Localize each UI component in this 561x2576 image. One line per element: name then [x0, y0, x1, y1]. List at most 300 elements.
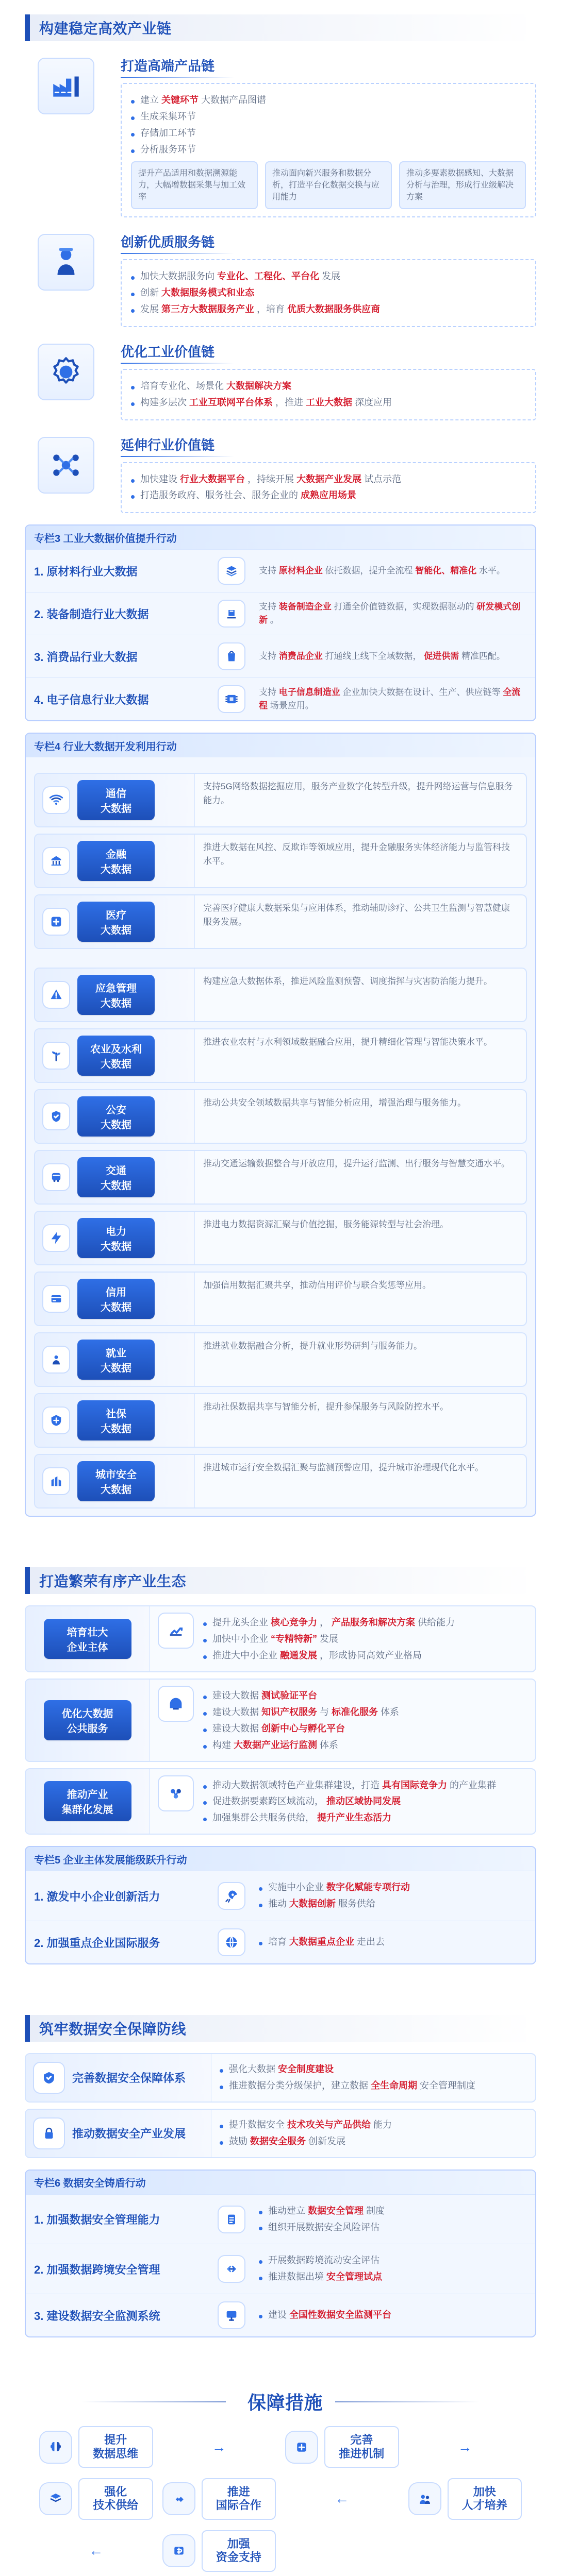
s1-special-table	[25, 524, 536, 721]
bullet-hl: 全生命周期	[371, 2080, 418, 2091]
s3-left	[26, 2054, 211, 2102]
bullet-post: 制度	[366, 2205, 385, 2216]
s1-block-service-chain	[25, 229, 536, 327]
bullet-hl2: 标准化服务	[332, 1706, 378, 1717]
social-security-icon	[42, 1406, 70, 1434]
s2-special-icon-col	[213, 1882, 250, 1910]
special-row-right	[259, 564, 527, 578]
industries-table	[25, 733, 536, 1517]
industry-text: 支持5G网络数据挖掘应用，服务产业数字化转型升级，提升网络运营与信息服务能力。	[203, 782, 513, 805]
s2-card-list	[25, 1605, 536, 1835]
bullet-post: 体系	[320, 1739, 339, 1750]
flow-label: 提升 数据思维	[78, 2426, 153, 2468]
bullet-pre: 加快建设	[140, 473, 177, 484]
s2-special-bullets	[259, 1935, 527, 1950]
industry-left	[35, 774, 195, 826]
arrow-icon: ←	[335, 2490, 350, 2507]
bullet-hl: 技术攻关与产品供给	[287, 2119, 371, 2130]
bullet-post: 安全管理制度	[420, 2080, 476, 2091]
chip: 提升产品适用和数据溯源能力，大幅增数据采集与加工效率	[131, 161, 258, 210]
bullet-post: 创新发展	[308, 2136, 346, 2146]
s3-special-icon-col	[213, 2301, 250, 2329]
special-row	[26, 677, 535, 720]
industry-left	[35, 1151, 195, 1204]
right-hl: 电子信息制造业	[278, 687, 340, 698]
s2-right	[150, 1680, 535, 1761]
bullet-hl: 数据安全服务	[250, 2136, 306, 2146]
arrow-icon: →	[211, 2438, 226, 2455]
bullet	[131, 379, 526, 394]
industries-wrap	[26, 757, 535, 1516]
right-post: 打通全价值链数据，实现数据驱动的	[334, 602, 474, 612]
bullet-hl: 工业互联网平台体系	[189, 397, 273, 408]
bullet-post2: 深度应用	[355, 397, 392, 408]
industry-left	[35, 1273, 195, 1325]
s3-items	[25, 2053, 536, 2158]
bullet-post: 发展	[322, 271, 341, 282]
bullet-pre: 开展数据跨境流动安全评估	[268, 2255, 380, 2266]
bullet-hl: 大数据重点企业	[289, 1937, 355, 1947]
bullet	[131, 286, 526, 300]
s3-special-right	[259, 2202, 527, 2237]
industry-text: 推动公共安全领域数据共享与智能分析应用，增强治理与服务能力。	[203, 1098, 466, 1108]
s2-special-row	[26, 1921, 535, 1963]
consumer-goods-icon	[218, 642, 245, 670]
employment-icon	[42, 1346, 70, 1374]
right-pre: 支持	[259, 566, 276, 576]
bullet-hl: 数字化赋能专项行动	[326, 1882, 410, 1893]
block-box	[121, 83, 536, 217]
section-title-center	[25, 2388, 536, 2415]
city-safety-icon	[42, 1467, 70, 1495]
bullet-hl: 具有国际竞争力	[382, 1780, 448, 1790]
special-table	[25, 524, 536, 721]
medical-icon	[42, 908, 70, 936]
finance-icon	[42, 847, 70, 875]
chip: 推动面向新兴服务和数据分析，打造平台化数据交换与应用能力	[265, 161, 392, 210]
bullet	[203, 1722, 399, 1736]
s2-bullets	[203, 1776, 496, 1828]
wifi-icon	[42, 786, 70, 814]
bullet	[259, 2221, 527, 2235]
section-title-text: 保障措施	[247, 2392, 323, 2413]
bullet	[131, 269, 526, 284]
industry-pill: 农业及水利 大数据	[77, 1036, 155, 1076]
industry-left	[35, 835, 195, 887]
network-icon	[38, 437, 94, 494]
bullet	[203, 1738, 399, 1753]
bullets	[131, 472, 526, 503]
s3-left	[26, 2110, 211, 2157]
bullet	[203, 1632, 455, 1647]
flow-item	[285, 2426, 399, 2468]
s3-special-header: 专栏6 数据安全铸盾行动	[26, 2171, 535, 2194]
bullet-hl: 关键环节	[161, 95, 199, 105]
flow-label: 加强 资金支持	[202, 2530, 276, 2572]
s2-special-row	[26, 1871, 535, 1921]
bullet	[131, 472, 526, 487]
special-row-icon-col	[213, 685, 250, 713]
industry-left	[35, 1090, 195, 1143]
special-row-right	[259, 600, 527, 628]
bullet	[259, 2204, 527, 2218]
supply-icon	[39, 2482, 72, 2515]
gear-icon	[38, 344, 94, 400]
right-hl2: 全流程	[259, 687, 521, 711]
bullet-hl: 创新中心与孵化平台	[261, 1723, 345, 1734]
s3-special-right	[259, 2306, 527, 2325]
flow-item	[162, 2478, 276, 2520]
bullet-pre: 推进数据分类分级保护，建立数据	[229, 2080, 368, 2091]
bullet	[220, 2134, 527, 2149]
bullets	[131, 379, 526, 410]
industry-pill: 医疗 大数据	[77, 902, 155, 942]
block-title: 延伸行业价值链	[121, 435, 536, 457]
bullet	[220, 2062, 527, 2077]
s3-special-icon-col	[213, 2206, 250, 2233]
s3-label: 完善数据安全保障体系	[72, 2072, 186, 2085]
s2-card	[25, 1605, 536, 1672]
arrow-icon: ←	[89, 2543, 104, 2559]
s2-left	[26, 1606, 150, 1671]
industry-text: 推动社保数据共享与智能分析，提升参保服务与风险防控水平。	[203, 1402, 449, 1412]
bullet	[131, 488, 526, 503]
brain-icon	[39, 2431, 72, 2464]
s1-block-content	[121, 53, 536, 217]
bullet	[131, 302, 526, 317]
audit-icon	[218, 2206, 245, 2233]
right-hl: 消费品企业	[278, 651, 323, 662]
page	[0, 14, 561, 2576]
bullet	[259, 1897, 527, 1911]
s1-block-content	[121, 338, 536, 420]
right-hl2: 智能化、精准化	[415, 566, 477, 576]
bullet-hl: 核心竞争力	[271, 1617, 318, 1628]
section-title	[25, 14, 536, 41]
right-post: 打通线上线下全域数据，	[325, 651, 422, 662]
industry-card	[34, 1332, 527, 1387]
bullet-hl: 安全管理试点	[326, 2272, 383, 2282]
right-hl2: 研发模式创新	[259, 602, 521, 625]
arrow-icon: →	[457, 2438, 472, 2455]
bullet	[203, 1705, 399, 1720]
materials-icon	[218, 557, 245, 585]
bullet	[259, 2308, 527, 2323]
block-title: 优化工业价值链	[121, 342, 536, 364]
s2-special-header: 专栏5 企业主体发展能级跃升行动	[26, 1847, 535, 1871]
industry-left	[35, 1029, 195, 1082]
s1-icon-col	[25, 338, 107, 400]
flow-label: 完善 推进机制	[324, 2426, 399, 2468]
s2-special-left: 1. 激发中小企业创新活力	[34, 1890, 160, 1903]
s2-special-table	[25, 1846, 536, 1964]
s2-special-left: 2. 加强重点企业国际服务	[34, 1936, 160, 1950]
bullet-hl: 大数据创新	[289, 1899, 336, 1909]
special-table-header: 专栏3 工业大数据价值提升行动	[26, 526, 535, 549]
s3-special-right	[259, 2251, 527, 2286]
industry-left	[35, 895, 195, 948]
s2-right	[150, 1606, 535, 1671]
bullet-post: 发展	[320, 1634, 339, 1645]
spacer	[0, 1517, 561, 1553]
s3-special-table	[25, 2170, 536, 2338]
bullet-post: 大数据产品图谱	[201, 95, 267, 105]
industry-left	[35, 969, 195, 1021]
bullet-hl: 大数据服务模式和业态	[161, 287, 255, 298]
bullet	[203, 1616, 455, 1630]
right-post: 依托数据，提升全流程	[325, 566, 413, 576]
bullet-hl: 成熟应用场景	[301, 490, 357, 501]
spacer	[34, 955, 527, 961]
s3-special-left: 2. 加强数据跨境安全管理	[34, 2263, 160, 2276]
spacer	[0, 2337, 561, 2374]
bullet	[220, 2079, 527, 2093]
bullet-pre: 建立	[140, 95, 159, 105]
industry-text: 加强信用数据汇聚共享，推动信用评价与联合奖惩等应用。	[203, 1280, 431, 1291]
industry-card	[34, 1211, 527, 1265]
flow-item	[408, 2478, 522, 2520]
chip: 推动多要素数据感知、大数据分析与治理，形成行业级解决方案	[399, 161, 526, 210]
s3-special-row	[26, 2194, 535, 2244]
money-icon	[162, 2534, 195, 2567]
section-title	[25, 2015, 536, 2042]
mechanism-icon	[285, 2431, 318, 2464]
s3-card	[25, 2109, 536, 2158]
transport-icon	[42, 1163, 70, 1191]
bullet-pre: 培育专业化、场景化	[140, 380, 224, 391]
power-icon	[42, 1224, 70, 1252]
bullet-pre: 存储加工环节	[140, 127, 196, 138]
industry-text: 推进就业数据融合分析，提升就业形势研判与服务能力。	[203, 1341, 422, 1351]
bullet-pre: 建设大数据	[212, 1723, 259, 1734]
s3-card-list	[25, 2053, 536, 2158]
industry-card	[34, 894, 527, 949]
cluster-icon	[158, 1775, 194, 1811]
bullet-pre: 加强集群公共服务供给，	[212, 1812, 315, 1823]
s1-block-sector-chain	[25, 432, 536, 514]
bullet-post: ，持续开展	[248, 473, 294, 484]
s3-special-left: 1. 加强数据安全管理能力	[34, 2213, 160, 2226]
bullet-pre: 生成采集环节	[140, 111, 196, 122]
bullets	[131, 269, 526, 317]
bullet-post: ，	[320, 1617, 329, 1628]
s3-label: 推动数据安全产业发展	[72, 2127, 186, 2141]
section-title-text: 筑牢数据安全保障防线	[39, 2021, 187, 2038]
industry-pill: 通信 大数据	[77, 780, 155, 820]
growth-icon	[158, 1613, 194, 1649]
bullet-pre: 推动	[268, 1899, 287, 1909]
industry-left	[35, 1394, 195, 1447]
factory-icon	[38, 58, 94, 114]
flow-item	[39, 2478, 153, 2520]
bullet-pre: 实施中小企业	[268, 1882, 324, 1893]
industry-card	[34, 1272, 527, 1326]
bullet-hl: 专业化、工程化、平台化	[217, 271, 320, 282]
bullet-pre: 强化大数据	[229, 2064, 275, 2075]
bullet-pre: 组织开展数据安全风险评估	[268, 2222, 380, 2232]
special-row-left: 1. 原材料行业大数据	[34, 565, 138, 578]
s3-special-left: 3. 建设数据安全监测系统	[34, 2309, 160, 2323]
block-title: 打造高端产品链	[121, 56, 536, 78]
right-post2: 场景应用。	[270, 701, 314, 711]
bullet-hl: 知识产权服务	[261, 1706, 318, 1717]
s2-left	[26, 1769, 150, 1834]
bullet-hl: 融通发展	[280, 1650, 318, 1661]
s1-block-product-chain	[25, 53, 536, 217]
block-title: 创新优质服务链	[121, 232, 536, 254]
bullet-pre: 提升数据安全	[229, 2119, 285, 2130]
credit-icon	[42, 1285, 70, 1313]
s1-block-content	[121, 432, 536, 514]
right-post2: 精准匹配。	[461, 651, 505, 662]
bullet-post2: 供给能力	[418, 1617, 455, 1628]
emergency-icon	[42, 981, 70, 1009]
bullet	[203, 1649, 455, 1663]
bullet	[203, 1794, 496, 1809]
bullet-hl: 提升产业生态活力	[317, 1812, 392, 1823]
flow-label: 强化 技术供给	[78, 2478, 153, 2520]
bullet-pre: 推进大中小企业	[212, 1650, 277, 1661]
right-hl2: 促进供需	[424, 651, 459, 662]
bullet-hl2: 产品服务和解决方案	[332, 1617, 416, 1628]
rocket-icon	[218, 1882, 245, 1910]
block-box	[121, 369, 536, 420]
bullet-pre: 建设大数据	[212, 1706, 259, 1717]
bullet	[131, 110, 526, 124]
special-row-icon-col	[213, 557, 250, 585]
industry-card	[34, 773, 527, 827]
s3-card	[25, 2053, 536, 2103]
industry-card	[34, 1150, 527, 1205]
industry-left	[35, 1212, 195, 1264]
s3-bullets	[220, 2118, 527, 2149]
industry-card	[34, 1089, 527, 1144]
bullet-pre: 打造服务政府、服务社会、服务企业的	[140, 490, 298, 501]
special-row-icon-col	[213, 642, 250, 670]
s1-icon-col	[25, 53, 107, 114]
right-pre: 支持	[259, 602, 276, 612]
industry-pill: 信用 大数据	[77, 1279, 155, 1319]
s1-list	[25, 733, 536, 1517]
s2-special	[25, 1846, 536, 1964]
bullet	[259, 1935, 527, 1950]
industry-text: 推进城市运行安全数据汇聚与监测预警应用，提升城市治理现代化水平。	[203, 1463, 484, 1473]
police-icon	[42, 1103, 70, 1130]
worker-icon	[38, 234, 94, 291]
right-post: 企业加快大数据在设计、生产、供应链等	[342, 687, 501, 698]
monitor-icon	[218, 2301, 245, 2329]
s2-special-icon-col	[213, 1928, 250, 1956]
bullet	[259, 1880, 527, 1895]
bullet-hl: 大数据解决方案	[226, 380, 292, 391]
shield-icon	[33, 2062, 65, 2094]
industry-text: 完善医疗健康大数据采集与应用体系，推动辅助诊疗、公共卫生监测与智慧健康服务发展。	[203, 903, 510, 927]
section-title-text: 打造繁荣有序产业生态	[39, 1573, 187, 1590]
bullet-post: 服务供给	[338, 1899, 376, 1909]
industry-card	[34, 1393, 527, 1448]
industry-text: 推进农业农村与水利领域数据融合应用，提升精细化管理与智能决策水平。	[203, 1037, 492, 1047]
flow-label: 加快 人才培养	[448, 2478, 522, 2520]
bullet-pre: 培育	[268, 1937, 287, 1947]
bullets	[131, 93, 526, 157]
industry-pill: 城市安全 大数据	[77, 1461, 155, 1501]
bullet-hl: 全国性数据安全监测平台	[289, 2310, 392, 2320]
bullet	[131, 126, 526, 141]
industry-card	[34, 1454, 527, 1509]
right-hl: 原材料企业	[278, 566, 323, 576]
right-post2: 。	[270, 615, 279, 625]
bullet	[259, 2253, 527, 2268]
special-row-left: 2. 装备制造行业大数据	[34, 607, 149, 621]
bullet-pre: 建设	[268, 2310, 287, 2320]
s2-right	[150, 1769, 535, 1834]
bullet	[259, 2270, 527, 2284]
bullet	[131, 93, 526, 108]
s2-card	[25, 1768, 536, 1835]
bullet-post: ，培育	[257, 303, 285, 314]
s2-bullets	[203, 1687, 399, 1755]
flow-label: 推进 国际合作	[202, 2478, 276, 2520]
bullet-pre: 推动大数据领域特色产业集群建设，打造	[212, 1780, 380, 1790]
agriculture-icon	[42, 1042, 70, 1070]
s1-block-content	[121, 229, 536, 327]
s3-special-icon-col	[213, 2255, 250, 2283]
bullet-pre: 构建	[212, 1739, 231, 1750]
s1-icon-col	[25, 432, 107, 494]
bullet-post: 能力	[373, 2119, 392, 2130]
s3-right	[211, 2110, 535, 2157]
flow-grid	[25, 2426, 536, 2571]
industry-card	[34, 834, 527, 888]
bullet-pre: 推进数据出境	[268, 2272, 324, 2282]
flow-item	[162, 2530, 276, 2572]
s4-flow	[25, 2426, 536, 2571]
block-box	[121, 462, 536, 514]
bullet-hl: 安全制度建设	[278, 2064, 334, 2075]
s3-special-bullets	[259, 2253, 527, 2284]
right-post2: 水平。	[478, 566, 505, 576]
industry-pill: 电力 大数据	[77, 1218, 155, 1258]
bullet-pre: 构建多层次	[140, 397, 187, 408]
industry-text: 构建应急大数据体系，推进风险监测预警、调度指挥与灾害防治能力提升。	[203, 976, 492, 987]
s3-right	[211, 2054, 535, 2102]
bullet-pre: 推动建立	[268, 2205, 305, 2216]
bullet	[131, 143, 526, 157]
industry-card-list	[34, 773, 527, 1509]
industry-text: 推动交通运输数据整合与开放应用，提升运行监测、出行服务与智慧交通水平。	[203, 1159, 510, 1169]
bullet-pre: 加快大数据服务向	[140, 271, 214, 282]
bullet-pre: 分析服务环节	[140, 144, 196, 155]
block-box	[121, 259, 536, 327]
right-pre: 支持	[259, 687, 276, 698]
bullet-pre: 加快中小企业	[212, 1634, 268, 1645]
spacer	[0, 1964, 561, 2001]
bullet-hl: 大数据产业运行监测	[234, 1739, 318, 1750]
flow-item	[39, 2426, 153, 2468]
s3-bullets	[220, 2062, 527, 2093]
service-icon	[158, 1686, 194, 1722]
s2-special-bullets	[259, 1880, 527, 1911]
special-row-right	[259, 650, 527, 663]
bullet-pre: 促进数据要素跨区域流动，	[212, 1796, 324, 1807]
bullet-post: ，推进	[275, 397, 304, 408]
industry-pill: 社保 大数据	[77, 1400, 155, 1440]
bullet-hl2: 工业大数据	[306, 397, 353, 408]
special-row	[26, 549, 535, 592]
s1-block-industry-chain	[25, 338, 536, 420]
industries-header: 专栏4 行业大数据开发利用行动	[26, 734, 535, 757]
industry-text: 推进大数据在风控、反欺诈等领域应用，提升金融服务实体经济能力与监管科技水平。	[203, 842, 510, 866]
